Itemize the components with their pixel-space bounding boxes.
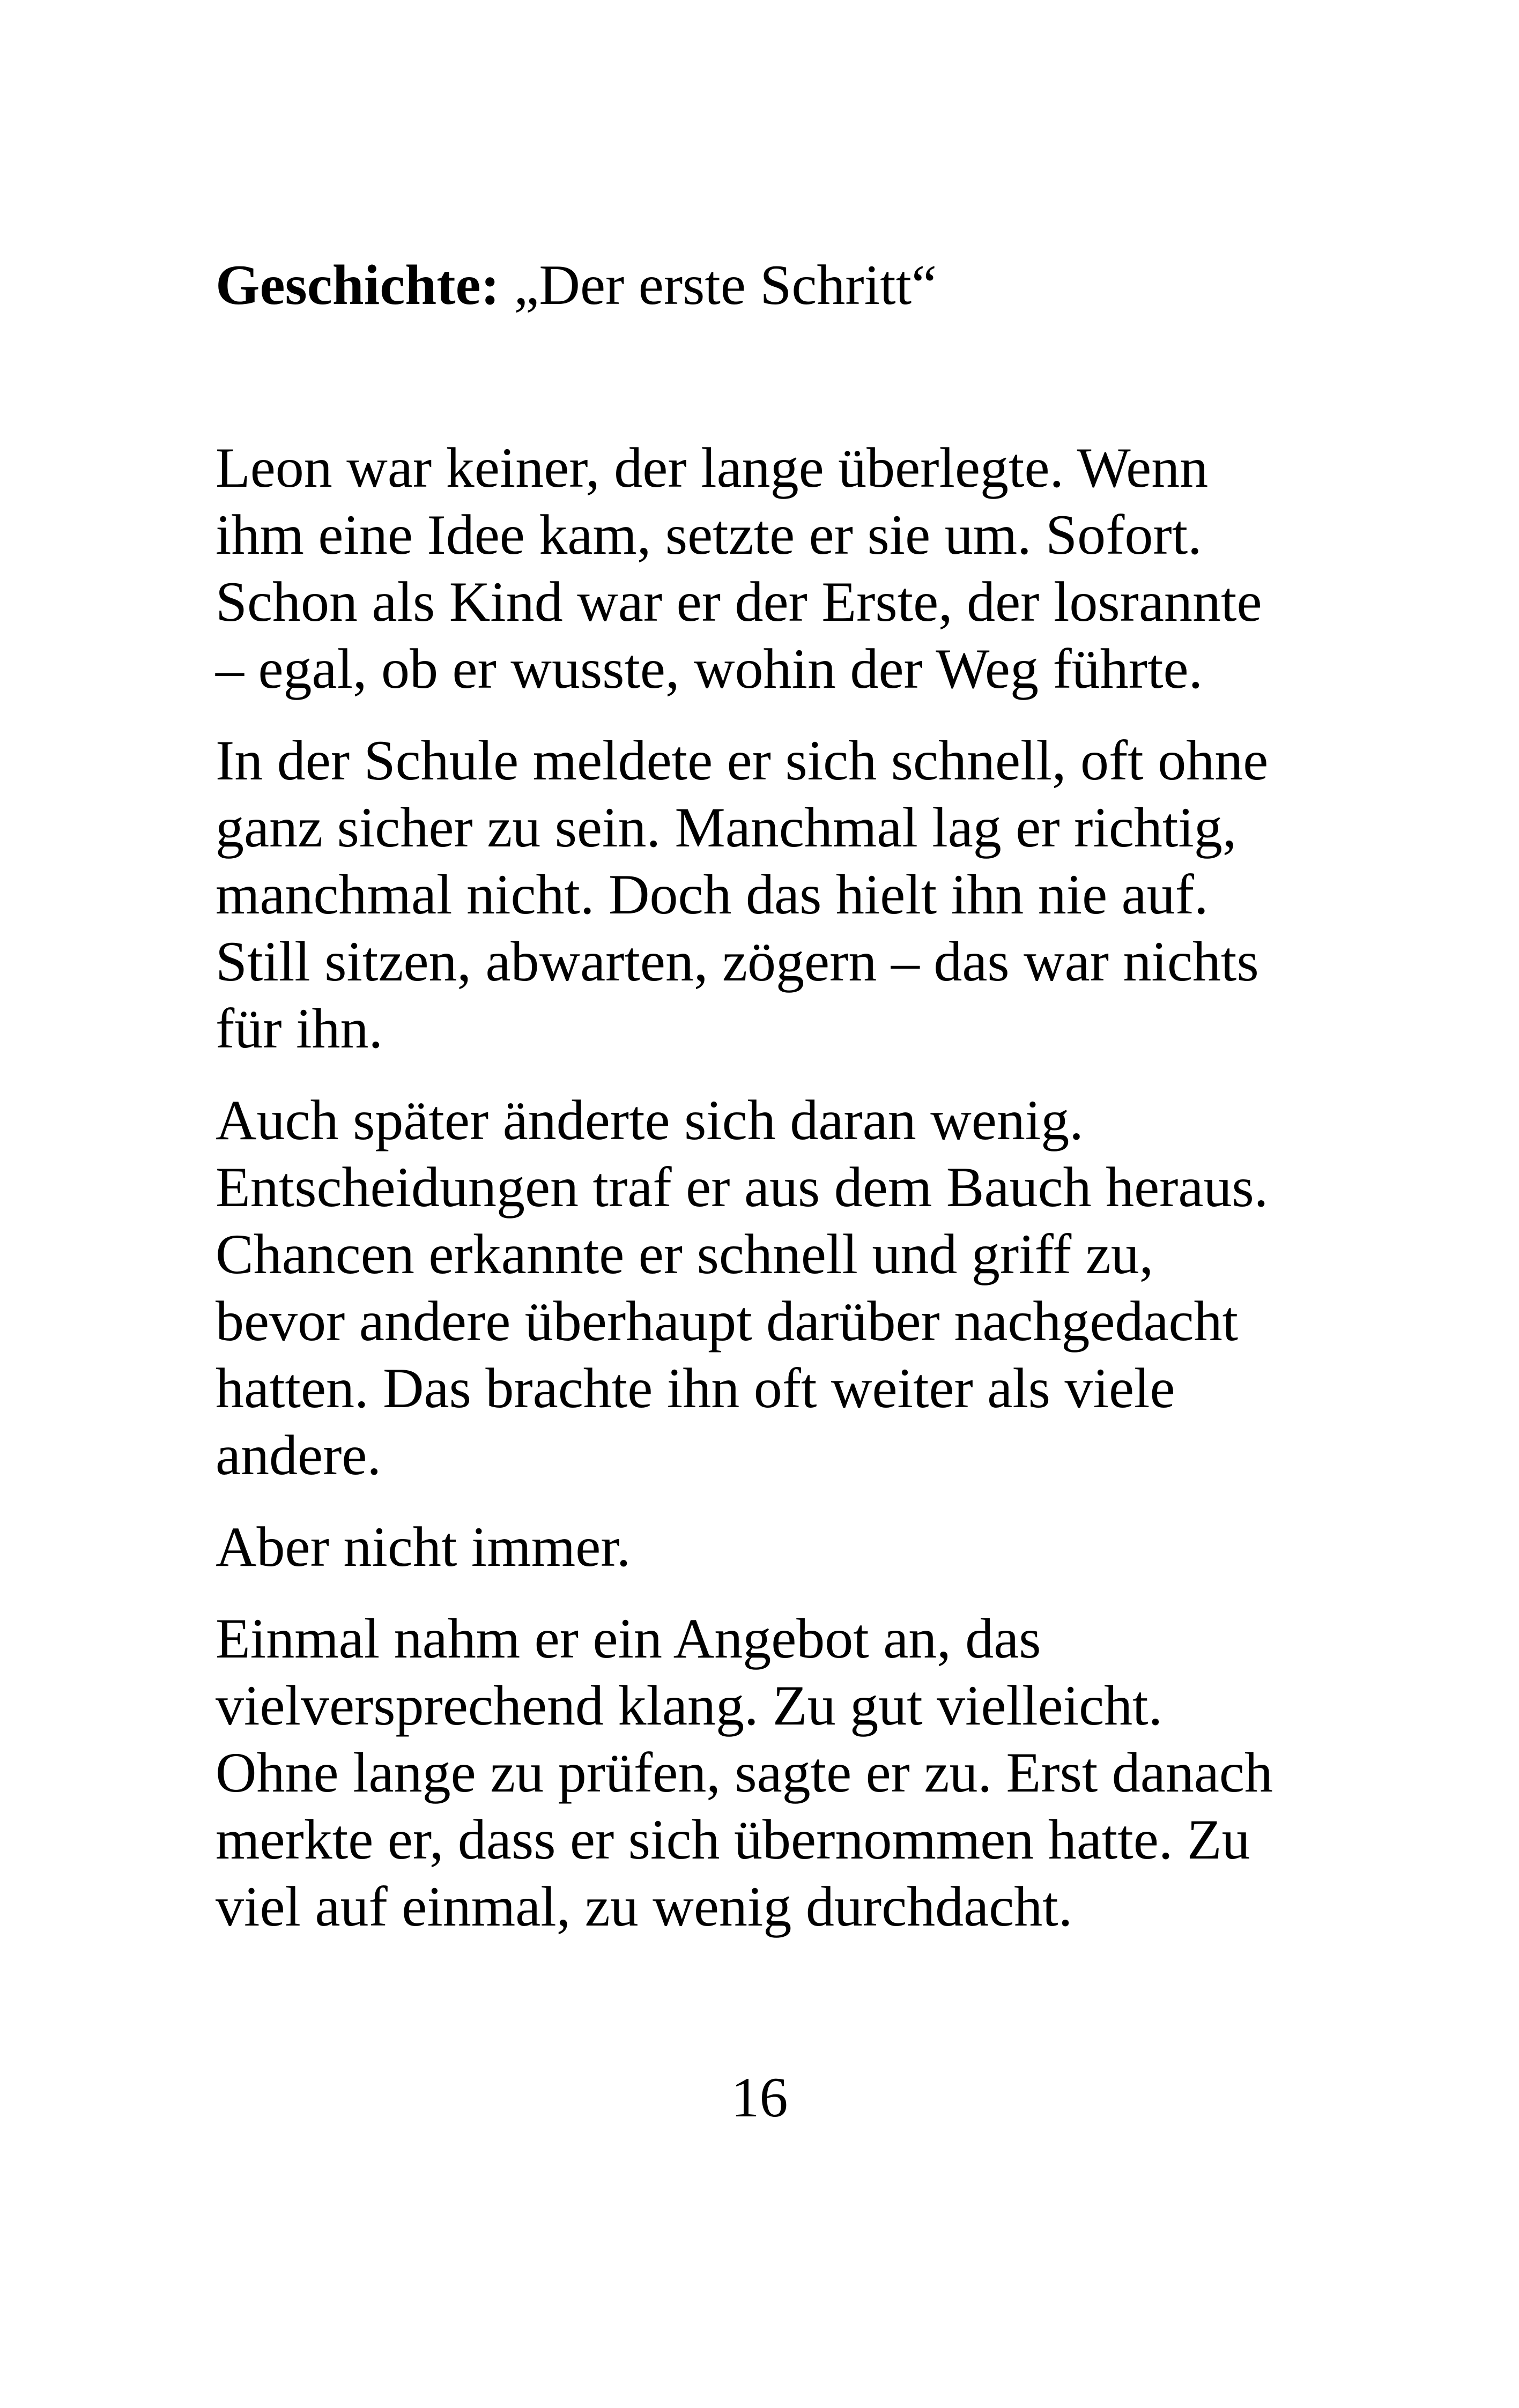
text-line: Auch später änderte sich daran wenig. [216,1089,1084,1151]
paragraph [216,1605,1320,1940]
text-line: Entscheidungen traf er aus dem Bauch heraus. [216,1156,1269,1218]
text-line: Ohne lange zu prüfen, sagte er zu. Erst danach [216,1741,1273,1804]
paragraph [216,434,1320,702]
text-line: bevor andere überhaupt darüber nachgedacht [216,1290,1239,1352]
heading-label: Geschichte: [216,254,500,316]
text-line: Schon als Kind war er der Erste, der losrannte [216,570,1262,633]
text-line: – egal, ob er wusste, wohin der Weg führte. [216,637,1203,700]
paragraph [216,727,1320,1062]
page-number: 16 [731,2066,788,2129]
story-title: „Der erste Schritt“ [514,254,937,316]
paragraph [216,1087,1320,1489]
story-body [216,434,1320,1965]
text-line: viel auf einmal, zu wenig durchdacht. [216,1875,1073,1938]
text-line: In der Schule meldete er sich schnell, oft ohne [216,729,1269,792]
text-line: Aber nicht immer. [216,1515,631,1578]
text-line: vielversprechend klang. Zu gut vielleicht. [216,1674,1163,1737]
text-line: andere. [216,1424,381,1487]
text-line: ihm eine Idee kam, setzte er sie um. Sofort. [216,503,1202,566]
text-line: Still sitzen, abwarten, zögern – das war nichts [216,930,1259,993]
text-line: manchmal nicht. Doch das hielt ihn nie auf. [216,863,1209,926]
text-line: Einmal nahm er ein Angebot an, das [216,1607,1041,1670]
text-line: Leon war keiner, der lange überlegte. Wenn [216,436,1209,499]
story-heading [216,248,937,323]
paragraph [216,1513,1320,1580]
text-line: merkte er, dass er sich übernommen hatte. Zu [216,1808,1250,1871]
text-line: ganz sicher zu sein. Manchmal lag er richtig, [216,796,1237,859]
text-line: hatten. Das brachte ihn oft weiter als viele [216,1357,1175,1419]
text-line: Chancen erkannte er schnell und griff zu, [216,1223,1154,1285]
text-line: für ihn. [216,997,383,1060]
